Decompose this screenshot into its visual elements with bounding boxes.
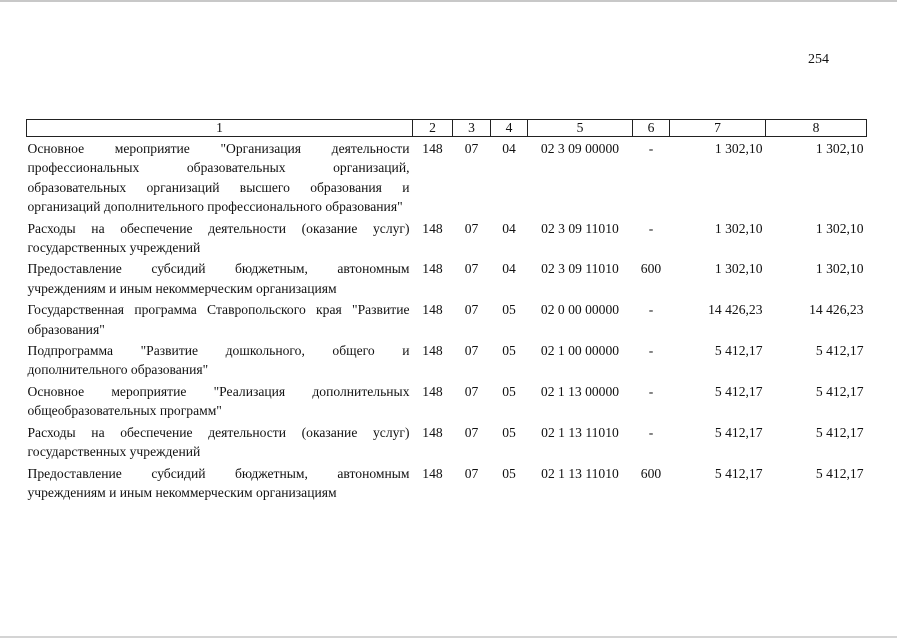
cell-amount-1: 5 412,17	[714, 383, 763, 399]
cell-subsection: 05	[502, 424, 516, 440]
cell-target-article: 02 3 09 00000	[540, 141, 620, 156]
cell-subsection: 05	[502, 302, 516, 318]
cell-target-article: 02 3 09 11010	[541, 261, 619, 277]
table-row	[27, 339, 867, 380]
column-header: 8	[766, 120, 867, 137]
cell-target-article: 02 3 09 11010	[541, 220, 619, 236]
column-header: 4	[491, 120, 528, 137]
cell-subsection: 05	[502, 465, 516, 481]
cell-amount-1: 14 426,23	[708, 302, 763, 318]
cell-ministry-code: 148	[422, 424, 443, 440]
cell-section: 07	[464, 141, 479, 156]
table-row	[27, 462, 867, 503]
row-description: Расходы на обеспечение деятельности (оказание услуг) государственных учреждений	[27, 220, 410, 256]
row-description: Государственная программа Ставропольского края "Развитие образования"	[27, 302, 410, 337]
budget-table	[26, 119, 867, 502]
table-row	[27, 217, 867, 258]
column-header: 3	[453, 120, 491, 137]
cell-amount-1: 5 412,17	[714, 424, 763, 440]
cell-section: 07	[464, 424, 479, 440]
cell-amount-2: 1 302,10	[815, 261, 864, 277]
cell-amount-1: 5 412,17	[714, 465, 763, 481]
column-header: 1	[27, 120, 413, 137]
cell-ministry-code: 148	[422, 383, 443, 399]
page-number: 254	[808, 52, 829, 67]
cell-amount-2: 5 412,17	[815, 383, 864, 399]
table-row	[27, 137, 867, 217]
cell-section: 07	[464, 383, 479, 399]
cell-subsection: 04	[502, 220, 516, 236]
cell-subsection: 05	[502, 383, 516, 399]
cell-ministry-code: 148	[422, 465, 443, 481]
cell-expense-type: 600	[640, 261, 662, 277]
cell-target-article: 02 1 13 11010	[541, 424, 619, 440]
cell-section: 07	[464, 343, 479, 359]
table-row	[27, 298, 867, 339]
row-description: Предоставление субсидий бюджетным, автономным учреждениям и иным некоммерческим организациям	[27, 465, 410, 500]
column-header: 7	[670, 120, 766, 137]
cell-target-article: 02 1 00 00000	[540, 343, 620, 359]
cell-expense-type: 600	[640, 465, 662, 481]
cell-amount-1: 1 302,10	[714, 141, 763, 156]
cell-amount-2: 1 302,10	[815, 141, 864, 156]
cell-amount-2: 1 302,10	[815, 220, 864, 236]
cell-ministry-code: 148	[422, 343, 443, 359]
cell-expense-type: -	[648, 220, 654, 236]
row-description: Подпрограмма "Развитие дошкольного, общего и дополнительного образования"	[27, 343, 410, 378]
table-row	[27, 421, 867, 462]
cell-subsection: 05	[502, 343, 516, 359]
cell-section: 07	[464, 465, 479, 481]
cell-expense-type: -	[648, 302, 654, 318]
column-header: 6	[633, 120, 670, 137]
column-header: 2	[413, 120, 453, 137]
cell-target-article: 02 1 13 00000	[540, 383, 620, 399]
cell-amount-2: 14 426,23	[809, 302, 864, 318]
table-header-row	[27, 120, 867, 137]
cell-amount-2: 5 412,17	[815, 424, 864, 440]
cell-target-article: 02 0 00 00000	[540, 302, 620, 318]
cell-ministry-code: 148	[422, 302, 443, 318]
cell-amount-1: 1 302,10	[714, 261, 763, 277]
cell-expense-type: -	[648, 383, 654, 399]
cell-subsection: 04	[502, 261, 516, 277]
cell-target-article: 02 1 13 11010	[541, 465, 619, 481]
cell-ministry-code: 148	[422, 141, 443, 156]
row-description: Предоставление субсидий бюджетным, автономным учреждениям и иным некоммерческим организациям	[27, 261, 410, 296]
cell-ministry-code: 148	[422, 261, 443, 277]
page-top-edge	[0, 0, 897, 2]
cell-expense-type: -	[648, 141, 654, 156]
cell-amount-2: 5 412,17	[815, 343, 864, 359]
cell-amount-1: 5 412,17	[714, 343, 763, 359]
cell-amount-2: 5 412,17	[815, 465, 864, 481]
table-row	[27, 257, 867, 298]
row-description: Основное мероприятие "Реализация дополнительных общеобразовательных программ"	[27, 383, 410, 419]
cell-expense-type: -	[648, 424, 654, 440]
cell-amount-1: 1 302,10	[714, 220, 763, 236]
cell-section: 07	[464, 261, 479, 277]
cell-expense-type: -	[648, 343, 654, 359]
cell-section: 07	[464, 302, 479, 318]
page-bottom-edge	[0, 636, 897, 638]
row-description: Основное мероприятие "Организация деятельности профессиональных образовательных организаций, образовательных организаций высшего образования и организаций дополнительного профессионального образования"	[27, 141, 410, 215]
table-row	[27, 380, 867, 421]
column-header: 5	[528, 120, 633, 137]
row-description: Расходы на обеспечение деятельности (оказание услуг) государственных учреждений	[27, 424, 410, 460]
cell-ministry-code: 148	[422, 220, 443, 236]
cell-section: 07	[464, 220, 479, 236]
cell-subsection: 04	[502, 141, 516, 156]
